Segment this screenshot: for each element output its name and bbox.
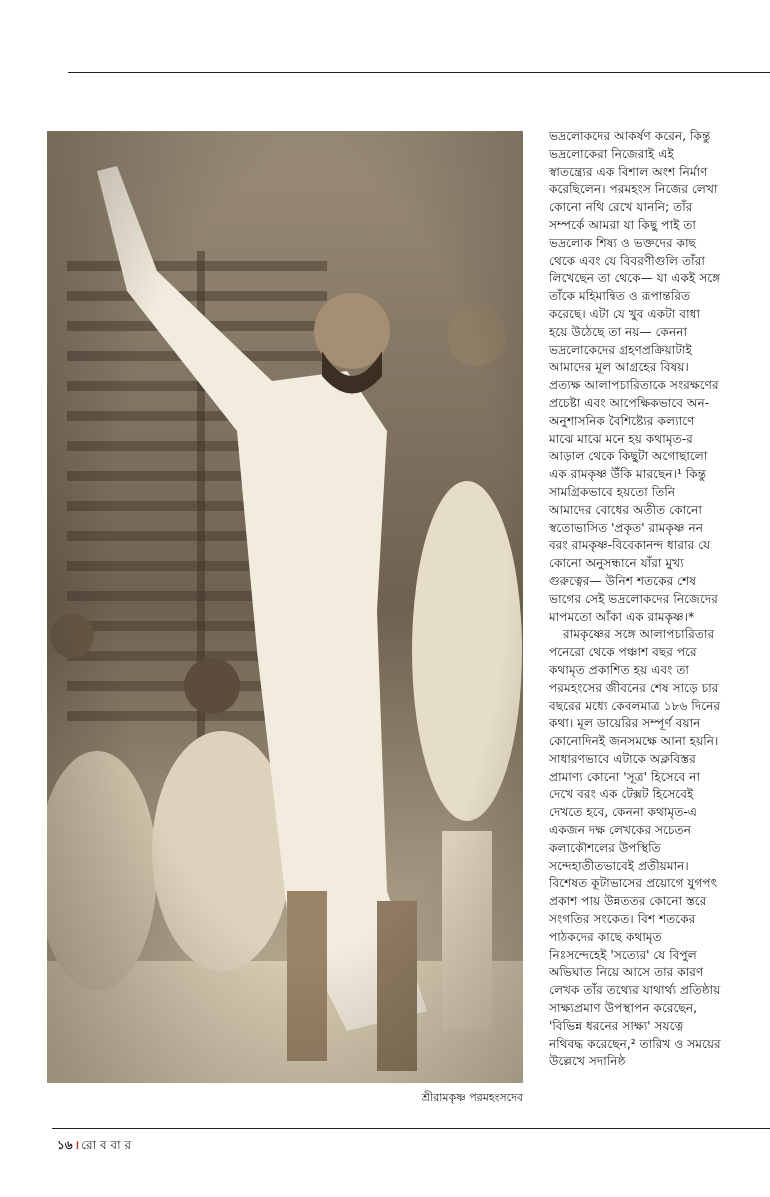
photograph bbox=[47, 131, 523, 1083]
folio-separator: । bbox=[74, 1138, 80, 1152]
photo-caption: শ্রীরামকৃষ্ণ পরমহংসদেব bbox=[421, 1091, 523, 1104]
photo-illustration bbox=[47, 131, 523, 1083]
top-rule bbox=[68, 72, 770, 73]
magazine-name: রো ব বা র bbox=[81, 1138, 131, 1152]
article-column bbox=[549, 128, 721, 1071]
page-folio bbox=[57, 1136, 131, 1157]
article-paragraph-1: ভদ্রলোকদের আকর্ষণ করেন, কিন্তু ভদ্রলোকেরা নিজেরাই এই স্বাতন্ত্র্যের এক বিশাল অংশ নির্মাণ করেছিলেন। পরমহংস নিজের লেখা কোনো নথি রেখে যাননি; তাঁর সম্পর্কে আমরা যা কিছু পাই তা ভদ্রলোক শিষ্য ও ভক্তদের কাছ থেকে এবং যে বিবরণীগুলি তাঁরা লিখেছেন তা থেকে— যা একই সঙ্গে তাঁকে মহিমান্বিত ও রূপান্তরিত করেছে। এটা যে খুব একটা বাধা হয়ে উঠেছে তা নয়— কেননা ভদ্রলোকেদের গ্রহণপ্রক্রিয়াটাই আমাদের মূল আগ্রহের বিষয়। প্রত্যক্ষ আলাপচারিতাকে সংরক্ষণের প্রচেষ্টা এবং আপেক্ষিকভাবে অন-অনুশাসনিক বৈশিষ্ট্যের কল্যাণে মাঝে মাঝে মনে হয় কথামৃত-র আড়াল থেকে কিছুটা অগোছালো এক রামকৃষ্ণ উঁকি মারছেন।¹ কিন্তু সামগ্রিকভাবে হয়তো তিনি আমাদের বোধের অতীত কোনো স্বতোভাসিত 'প্রকৃত' রামকৃষ্ণ নন বরং রামকৃষ্ণ-বিবেকানন্দ ধারার যে কোনো অনুসন্ধানে যাঁরা মুখ্য গুরুত্বের— উনিশ শতকের শেষ ভাগের সেই ভদ্রলোকদের নিজেদের মাপমতো আঁকা এক রামকৃষ্ণ।* bbox=[549, 129, 721, 624]
page-number: ১৬ bbox=[57, 1138, 73, 1152]
bottom-rule bbox=[52, 1128, 770, 1129]
article-paragraph-2: রামকৃষ্ণের সঙ্গে আলাপচারিতার পনেরো থেকে পঞ্চাশ বছর পরে কথামৃত প্রকাশিত হয় এবং তা পরমহংসের জীবনের শেষ সাড়ে চার বছরের মধ্যে কেবলমাত্র ১৮৬ দিনের কথা। মূল ডায়েরির সম্পূর্ণ বয়ান কোনোদিনই জনসমক্ষে আনা হয়নি। সাধারণভাবে এটাকে অক্লবিস্তর প্রামাণ্য কোনো 'সূত্র' হিসেবে না দেখে বরং এক টেক্সট হিসেবেই দেখতে হবে, কেননা কথামৃত-এ একজন দক্ষ লেখকের সচেতন কলাকৌশলের উপস্থিতি সন্দেহাতীতভাবেই প্রতীয়মান। বিশেষত কূটাভাসের প্রয়োগে যুগপৎ প্রকাশ পায় উন্নততর কোনো স্তরে সংগতির সংকেত। বিশ শতকের পাঠকদের কাছে কথামৃত নিঃসন্দেহেই 'সত্যের' যে বিপুল অভিঘাত নিয়ে আসে তার কারণ লেখক তাঁর তথ্যের যাথার্থ্য প্রতিষ্ঠায় সাক্ষ্যপ্রমাণ উপস্থাপন করেছেন, 'বিভিন্ন ধরনের সাক্ষ্য' সযত্নে নথিবদ্ধ করেছেন,² তারিখ ও সময়ের উল্লেখে সদানিষ্ঠ bbox=[549, 627, 721, 1069]
